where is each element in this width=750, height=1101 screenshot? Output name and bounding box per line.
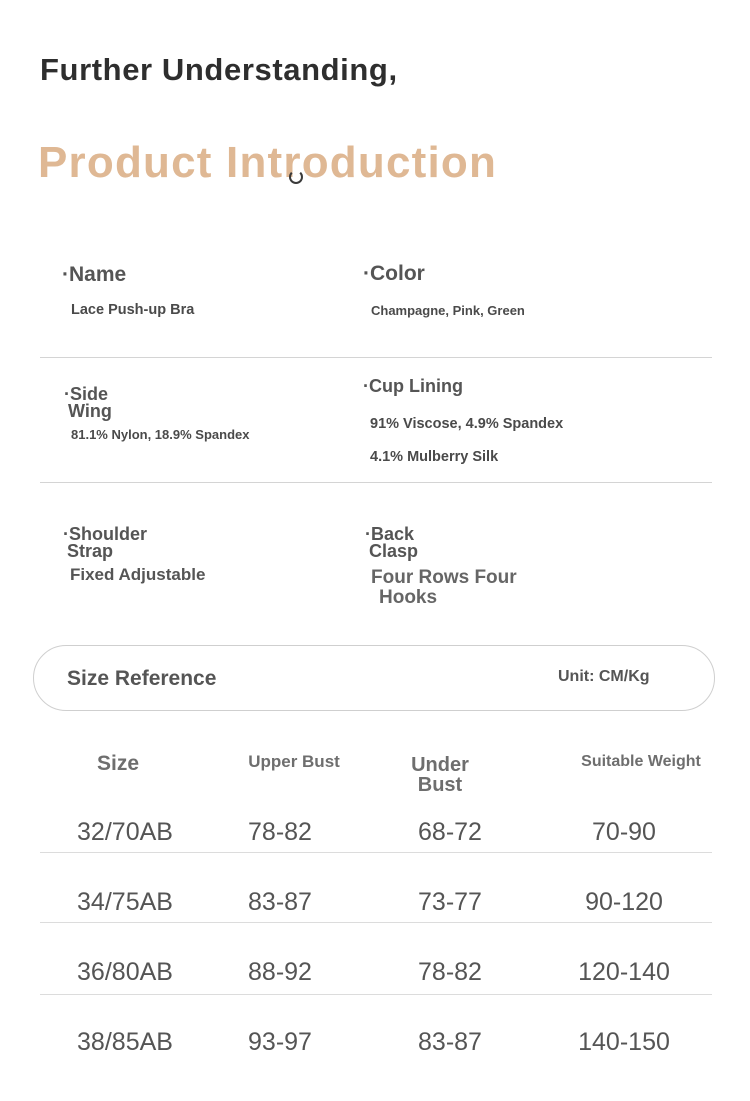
back-clasp-value: Four Rows Four Hooks	[371, 567, 517, 608]
row-divider	[40, 922, 712, 923]
color-label: ·Color	[363, 262, 425, 285]
table-cell-size: 32/70AB	[77, 818, 173, 846]
table-header-under-bust: Under Bust	[411, 754, 469, 796]
table-cell-weight: 90-120	[585, 888, 663, 916]
table-header-size: Size	[96, 752, 140, 775]
cup-lining-value-1: 91% Viscose, 4.9% Spandex	[370, 416, 564, 432]
table-cell-upper-bust: 88-92	[248, 958, 312, 986]
color-value: Champagne, Pink, Green	[371, 303, 525, 318]
size-reference-title: Size Reference	[67, 667, 217, 690]
table-cell-weight: 70-90	[592, 818, 656, 846]
table-cell-upper-bust: 93-97	[248, 1028, 312, 1056]
name-label: ·Name	[62, 263, 127, 286]
table-header-suitable-weight: Suitable Weight	[581, 753, 701, 770]
shoulder-strap-value: Fixed Adjustable	[70, 565, 206, 584]
cup-lining-value-2: 4.1% Mulberry Silk	[370, 449, 499, 465]
table-cell-under-bust: 73-77	[418, 888, 482, 916]
table-cell-size: 34/75AB	[77, 888, 173, 916]
table-cell-under-bust: 78-82	[418, 958, 482, 986]
table-cell-size: 38/85AB	[77, 1028, 173, 1056]
divider	[40, 357, 712, 358]
side-wing-label: ·Side Wing	[64, 384, 112, 421]
table-cell-upper-bust: 83-87	[248, 888, 312, 916]
table-header-upper-bust: Upper Bust	[248, 752, 340, 771]
back-clasp-label: ·Back Clasp	[365, 524, 419, 561]
heading-further-understanding: Further Understanding,	[40, 52, 398, 87]
side-wing-value: 81.1% Nylon, 18.9% Spandex	[71, 427, 250, 442]
table-cell-under-bust: 68-72	[418, 818, 482, 846]
table-cell-size: 36/80AB	[77, 958, 173, 986]
shoulder-strap-label: ·Shoulder Strap	[63, 524, 147, 561]
table-cell-weight: 140-150	[578, 1028, 670, 1056]
table-cell-weight: 120-140	[578, 958, 670, 986]
heading-product-introduction: Product Introduction	[38, 138, 498, 187]
loading-spinner-icon	[289, 170, 303, 184]
row-divider	[40, 852, 712, 853]
divider	[40, 482, 712, 483]
table-cell-under-bust: 83-87	[418, 1028, 482, 1056]
table-cell-upper-bust: 78-82	[248, 818, 312, 846]
row-divider	[40, 994, 712, 995]
size-reference-unit: Unit: CM/Kg	[558, 668, 650, 685]
cup-lining-label: ·Cup Lining	[363, 376, 463, 396]
name-value: Lace Push-up Bra	[71, 302, 195, 318]
